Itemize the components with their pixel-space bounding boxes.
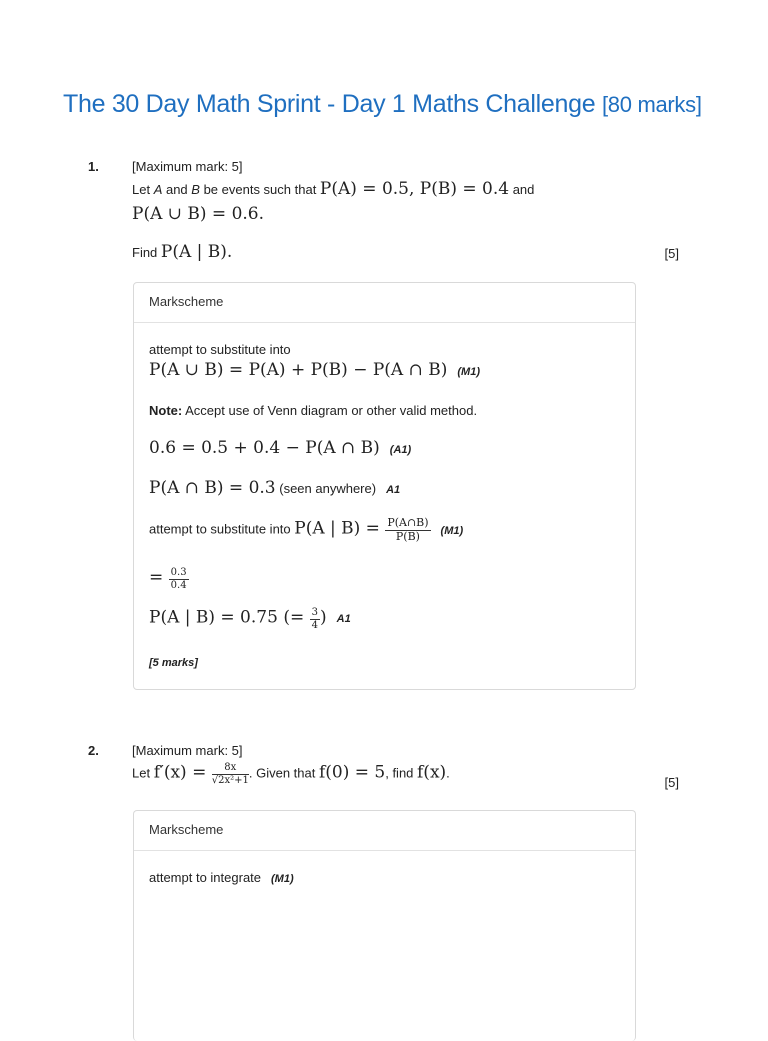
question-2-max-mark: [Maximum mark: 5] (132, 743, 243, 758)
title-marks: [80 marks] (601, 92, 702, 117)
question-2-stem: Let f′(x) = $\frac{8x}{\text{√2x²+1}}$ . Given that f(0) = 5, find f(x). (132, 762, 450, 786)
question-1-stem-line-2 (132, 204, 264, 224)
mark-code: A1 (336, 613, 351, 626)
question-1-markscheme (133, 282, 636, 690)
markscheme-line: P(A ∩ B) = 0.3 (seen anywhere) A1 (149, 478, 401, 498)
var-b: B (191, 182, 200, 197)
fraction: $\frac{3}{4}$ (311, 607, 318, 631)
mark-code: (A1) (389, 444, 412, 456)
mark-code: (M1) (440, 524, 464, 537)
mark-code: A1 (386, 484, 401, 496)
question-1-marks: [5] (664, 246, 679, 261)
markscheme-line: attempt to substitute into P(A | B) = $\frac{P(A\cap B)}{P(B)}$ (M1) (149, 516, 464, 543)
page-title (63, 90, 702, 119)
fraction: $\frac{8x}{\text{√2x²+1}}$ (211, 762, 249, 786)
question-1-max-mark: [Maximum mark: 5] (132, 159, 243, 174)
fraction: $\frac{0.3}{0.4}$ (170, 567, 187, 591)
markscheme-header[interactable]: Markscheme (134, 811, 635, 851)
question-1-stem-line-1: Let A and B be events such that P(A) = 0.5, P(B) = 0.4 and (132, 179, 535, 199)
question-1-find: Find P(A | B). (132, 242, 233, 262)
markscheme-total: [5 marks] (149, 657, 198, 669)
union-probability: P(A ∪ B) = 0.6. (132, 204, 265, 224)
mark-code: (M1) (271, 873, 294, 885)
fraction: $\frac{P(A\cap B)}{P(B)}$ (387, 516, 429, 543)
markscheme-note: Note: Accept use of Venn diagram or other valid method. (149, 403, 478, 418)
markscheme-line: = $\frac{0.3}{0.4}$ (149, 567, 187, 591)
markscheme-header[interactable]: Markscheme (134, 283, 635, 323)
markscheme-line: attempt to integrate (M1) (149, 870, 294, 885)
title-text: The 30 Day Math Sprint - Day 1 Maths Challenge (63, 90, 596, 118)
given-probabilities: P(A) = 0.5, P(B) = 0.4 (319, 179, 510, 199)
markscheme-line: attempt to substitute into (149, 342, 291, 357)
var-a: A (153, 182, 163, 197)
question-2-marks: [5] (664, 775, 679, 790)
markscheme-line: 0.6 = 0.5 + 0.4 − P(A ∩ B) (A1) (149, 438, 412, 458)
question-2-markscheme (133, 810, 636, 1041)
mark-code: (M1) (457, 366, 480, 378)
question-1-number: 1. (88, 159, 99, 174)
markscheme-line: P(A | B) = 0.75 (= $\frac{3}{4}$ ) A1 (149, 607, 351, 631)
question-2-number: 2. (88, 743, 99, 758)
markscheme-line: P(A ∪ B) = P(A) + P(B) − P(A ∩ B) (M1) (149, 360, 480, 380)
